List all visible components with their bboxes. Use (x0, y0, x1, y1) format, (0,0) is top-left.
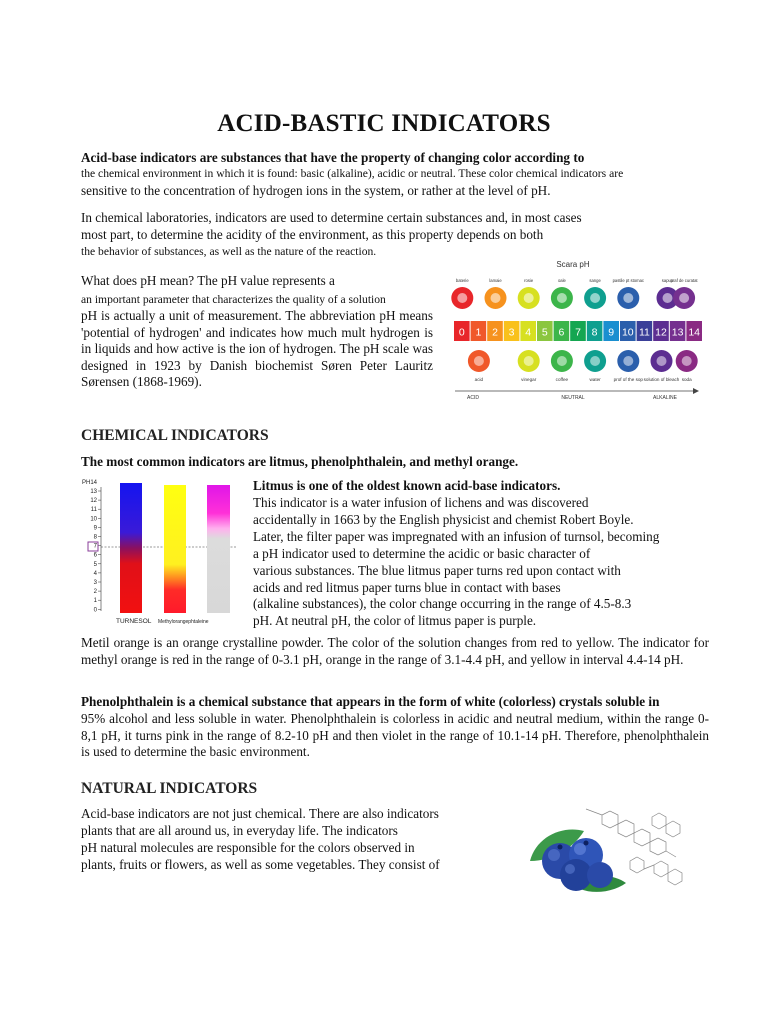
ph-bottom-icon-highlight (474, 356, 484, 366)
chemical-heading: CHEMICAL INDICATORS (81, 427, 269, 444)
ph-bottom-label: solution of bleach (643, 377, 680, 382)
litmus-line: acids and red litmus paper turns blue in contact with bases (253, 579, 561, 595)
ph-top-label: sapun (661, 278, 674, 283)
ph-axis-label: ACID (467, 395, 479, 401)
ph-axis-label: NEUTRAL (561, 395, 585, 401)
ph-tick-label: 0 (93, 607, 97, 614)
litmus-line: a pH indicator used to determine the acidic or basic character of (253, 545, 591, 561)
ph-top-label: oale (557, 278, 566, 283)
ph-bottom-label: prof of the sop (613, 377, 643, 382)
ph-tick-label: 10 (90, 516, 97, 523)
litmus-line: This indicator is a water infusion of lichens and was discovered (253, 495, 589, 510)
litmus-tube (120, 483, 142, 613)
ph-bottom-icon-highlight (657, 356, 667, 366)
labs-line-1: In chemical laboratories, indicators are used to determine certain substances and, in most cases (81, 210, 582, 225)
intro-rest-line: sensitive to the concentration of hydrogen ions in the system, or rather at the level of pH. (81, 183, 551, 198)
methyl-orange-tube (164, 485, 186, 613)
ph-number: 7 (575, 326, 581, 339)
ph-tick-label: 3 (93, 580, 97, 586)
ph-bottom-label: water (589, 377, 601, 382)
ph-top-label: baterie (455, 278, 469, 283)
phenol-bold-line: Phenolphthalein is a chemical substance that appears in the form of white (colorless) crystals soluble in (81, 694, 660, 709)
litmus-line: various substances. The blue litmus paper turns red upon contact with (253, 562, 621, 578)
blueberries-molecules-figure (526, 803, 692, 895)
ph-bottom-icon-highlight (590, 356, 600, 366)
ph-top-icon-highlight (524, 293, 534, 303)
ph-bottom-icon-highlight (682, 356, 692, 366)
ph-tick-label: 12 (90, 498, 97, 505)
page-title: ACID-BASTIC INDICATORS (217, 110, 551, 137)
litmus-label: TURNESOL (116, 618, 152, 625)
ph-number: 14 (688, 326, 701, 339)
litmus-bold: Litmus is one of the oldest known acid-base indicators. (253, 478, 561, 493)
ph-scale-title: Scara pH (556, 260, 590, 269)
litmus-line: pH. At neutral pH, the color of litmus paper is purple. (253, 613, 537, 629)
ph-top-label: sange (589, 278, 601, 283)
chemical-common: The most common indicators are litmus, phenolphthalein, and methyl orange. (81, 454, 519, 469)
ph-bottom-label: vinegar (521, 377, 537, 382)
ph-line-1: What does pH mean? The pH value represents a (81, 273, 335, 288)
ph-tick-label: 1 (93, 598, 97, 605)
natural-line: plants that are all around us, in everyday life. The indicators (81, 823, 398, 838)
ph-number: 3 (508, 326, 515, 339)
ph-number: 8 (591, 326, 598, 339)
ph-top-icon-highlight (663, 293, 673, 303)
phenol-rest: 95% alcohol and less soluble in water. Phenolphthalein is colorless in acidic and neutral medium, within the range 0-8,1 pH, it turns pink in the range of 8.2-10 pH and then violet in the range of 10.1-14 pH. Therefore, phenolphthalein is used to determine the basic environment. (81, 711, 709, 759)
intro-bold-line: Acid-base indicators are substances that have the property of changing color according to (81, 150, 585, 165)
ph-top-label: pastile pt stomac (612, 278, 645, 283)
litmus-line: Later, the filter paper was impregnated with an infusion of turnsol, becoming (253, 528, 660, 544)
intro-small-line: the chemical environment in which it is found: basic (alkaline), acidic or neutral. These color chemical indicators are (81, 167, 624, 180)
ph-number: 1 (475, 326, 482, 339)
natural-heading: NATURAL INDICATORS (81, 780, 258, 797)
ph-top-label: rosie (524, 278, 534, 283)
ph-axis-label: ALKALINE (653, 395, 677, 401)
ph-number: 4 (525, 326, 532, 339)
ph-number: 2 (492, 326, 498, 339)
ph-top-icon-highlight (457, 293, 467, 303)
ph-scale-figure (443, 255, 709, 403)
ph-top-label: praf de curatat (670, 278, 698, 283)
ph-number: 10 (621, 326, 634, 339)
ph-tick-label: 6 (93, 552, 97, 559)
ph-number: 0 (458, 326, 465, 339)
ph-top-icon-highlight (590, 293, 600, 303)
ph-tick-label: 8 (93, 534, 97, 541)
labs-line-2: most part, to determine the acidity of the environment, as this property depends on both (81, 227, 544, 242)
labs-small-line: the behavior of substances, as well as the nature of the reaction. (81, 245, 377, 258)
natural-line: pH natural molecules are responsible for the colors observed in (81, 840, 415, 855)
ph-bottom-icon-highlight (524, 356, 534, 366)
ph-tick-label: 13 (90, 489, 97, 495)
litmus-line: (alkaline substances), the color change occurring in the range of 4.5-8.3 (253, 596, 632, 612)
ph-bottom-label: coffee (555, 377, 569, 382)
ph-rest: pH is actually a unit of measurement. The abbreviation pH means 'potential of hydrogen' and indicates how much mult hydrogen is in liquids and how active is the ion of hydrogen. The pH scale was designed in 1923 by Danish biochemist Søren Peter Lauritz Sørensen (1868-1969). (81, 308, 433, 389)
ph-number: 6 (558, 326, 565, 339)
litmus-line: accidentally in 1663 by the English physicist and chemist Robert Boyle. (253, 511, 634, 527)
ph-number: 13 (671, 326, 684, 339)
ph-top-label: lamaie (489, 278, 502, 283)
phenolphthalein-tube (207, 485, 230, 613)
ph-tick-label: 11 (90, 507, 97, 514)
ph-top-icon-highlight (557, 293, 567, 303)
ph-number: 12 (655, 326, 667, 339)
ph-number: 11 (638, 326, 650, 339)
ph-tick-label: 5 (93, 561, 97, 568)
ph-bottom-label: soda (681, 377, 692, 382)
ph-top-icon-highlight (623, 293, 633, 303)
ph-line-2: an important parameter that characterizes the quality of a solution (81, 293, 386, 306)
ph-bottom-label: acid (474, 377, 484, 382)
methyl-label: Methylorangephtaleine (158, 619, 209, 625)
ph-number: 9 (608, 326, 615, 339)
methyl-orange-paragraph: Metil orange is an orange crystalline powder. The color of the solution changes from red to yellow. The indicator for methyl orange is red in the range of 0-3.1 pH, orange in the range of 3.1-4.4 pH, and yellow in interval 4.4-14 pH. (81, 635, 709, 667)
ph-bottom-icon-highlight (557, 356, 567, 366)
ph-tick-label: 9 (93, 525, 97, 532)
natural-line: Acid-base indicators are not just chemical. There are also indicators (81, 806, 439, 821)
ph-tick-label: 4 (93, 570, 97, 577)
ph-number: 5 (541, 326, 548, 339)
ph-tick-label: 2 (93, 589, 97, 596)
ph-tick-label: 7 (93, 543, 97, 550)
ph-bottom-icon-highlight (623, 356, 633, 366)
natural-line: plants, fruits or flowers, as well as some vegetables. They consist of (81, 857, 440, 872)
ph-top-icon-highlight (491, 293, 501, 303)
ph-axis-title: PH14 (82, 480, 98, 486)
indicator-tubes-figure (80, 477, 240, 625)
ph-top-icon-highlight (679, 293, 689, 303)
